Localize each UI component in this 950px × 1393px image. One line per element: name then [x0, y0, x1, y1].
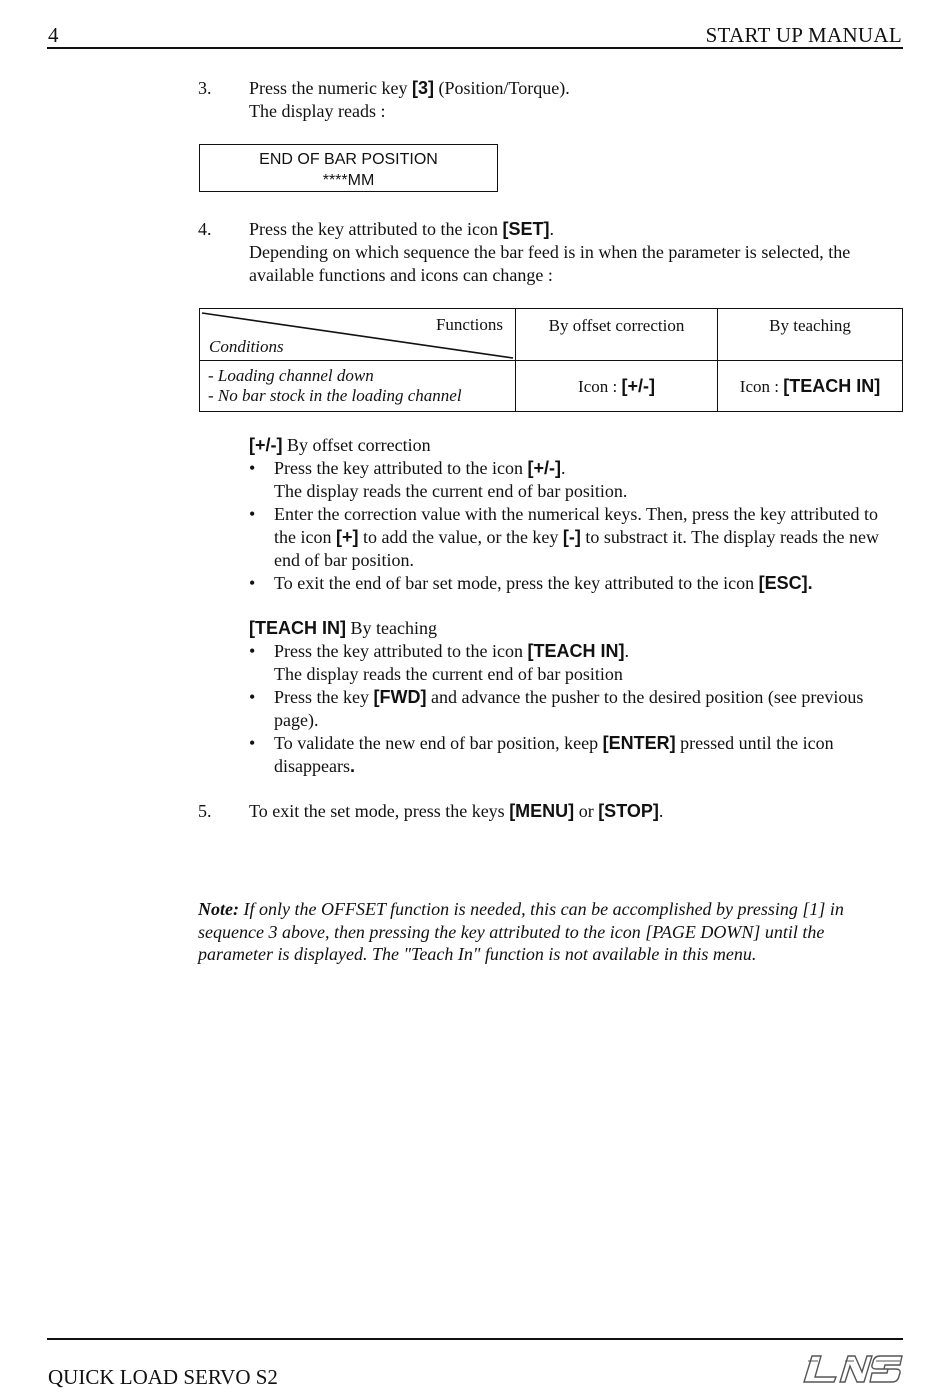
- lns-logo: [800, 1352, 904, 1386]
- teach-icon-cell: Icon : [TEACH IN]: [718, 361, 903, 412]
- list-item: • Press the key attributed to the icon [+/-]. The display reads the current end of bar position.: [249, 457, 903, 503]
- step-3: [198, 77, 903, 123]
- set-key: [SET]: [502, 219, 550, 239]
- functions-label: Functions: [435, 315, 503, 334]
- step-5-text: To exit the set mode, press the keys [MENU] or [STOP].: [249, 801, 664, 821]
- conditions-table: [199, 308, 903, 412]
- offset-section-title: [+/-] By offset correction: [249, 435, 431, 455]
- page-number: 4: [48, 23, 59, 47]
- conditions-label: Conditions: [209, 337, 284, 356]
- step-5: [198, 800, 903, 823]
- step-4-description: Depending on which sequence the bar feed is in when the parameter is selected, the available functions and icons can change :: [249, 242, 851, 285]
- offset-icon: [+/-]: [621, 375, 655, 396]
- step-number: 5.: [198, 801, 212, 821]
- col-header-offset: By offset correction: [516, 309, 718, 361]
- step-3-line2: The display reads :: [249, 101, 386, 121]
- header-rule: [47, 47, 903, 49]
- display-line1: END OF BAR POSITION: [259, 151, 438, 168]
- footer-title: QUICK LOAD SERVO S2: [48, 1365, 278, 1389]
- list-item: • Enter the correction value with the numerical keys. Then, press the key attributed to the icon [+] to add the value, or the key [-] to substract it. The display reads the new end of bar position.: [249, 503, 903, 572]
- manual-title: START UP MANUAL: [705, 23, 902, 47]
- condition-1: - Loading channel down: [208, 366, 374, 385]
- condition-2: - No bar stock in the loading channel: [208, 386, 462, 405]
- list-item: • To validate the new end of bar position, keep [ENTER] pressed until the icon disappears.: [249, 732, 903, 778]
- step-number: 3.: [198, 78, 212, 98]
- teach-section: [249, 617, 903, 778]
- display-line2: ****MM: [322, 172, 375, 189]
- step-4-line1: Press the key attributed to the icon [SET].: [249, 219, 554, 239]
- footer-rule: [47, 1338, 903, 1340]
- list-item: • Press the key [FWD] and advance the pusher to the desired position (see previous page).: [249, 686, 903, 732]
- col-header-teaching: By teaching: [718, 309, 903, 361]
- display-box: [199, 144, 498, 192]
- offset-icon-cell: Icon : [+/-]: [516, 361, 718, 412]
- teach-section-title: [TEACH IN] By teaching: [249, 618, 437, 638]
- note: Note: If only the OFFSET function is needed, this can be accomplished by pressing [1] in sequence 3 above, then pressing the key attributed to the icon [PAGE DOWN] until the parameter is displayed. The "Teach In" function is not available in this menu.: [198, 899, 844, 964]
- list-item: • To exit the end of bar set mode, press the key attributed to the icon [ESC].: [249, 572, 903, 595]
- offset-section: [249, 434, 903, 595]
- conditions-cell: [200, 361, 516, 412]
- step-4: [198, 218, 903, 287]
- teach-in-icon: [TEACH IN]: [783, 375, 881, 396]
- step-3-line1: Press the numeric key [3] (Position/Torque).: [249, 78, 570, 98]
- key-3: [3]: [411, 78, 434, 98]
- note-label: Note:: [198, 899, 239, 919]
- list-item: • Press the key attributed to the icon [TEACH IN]. The display reads the current end of bar position: [249, 640, 903, 686]
- header-diagonal-cell: [200, 309, 516, 361]
- step-number: 4.: [198, 219, 212, 239]
